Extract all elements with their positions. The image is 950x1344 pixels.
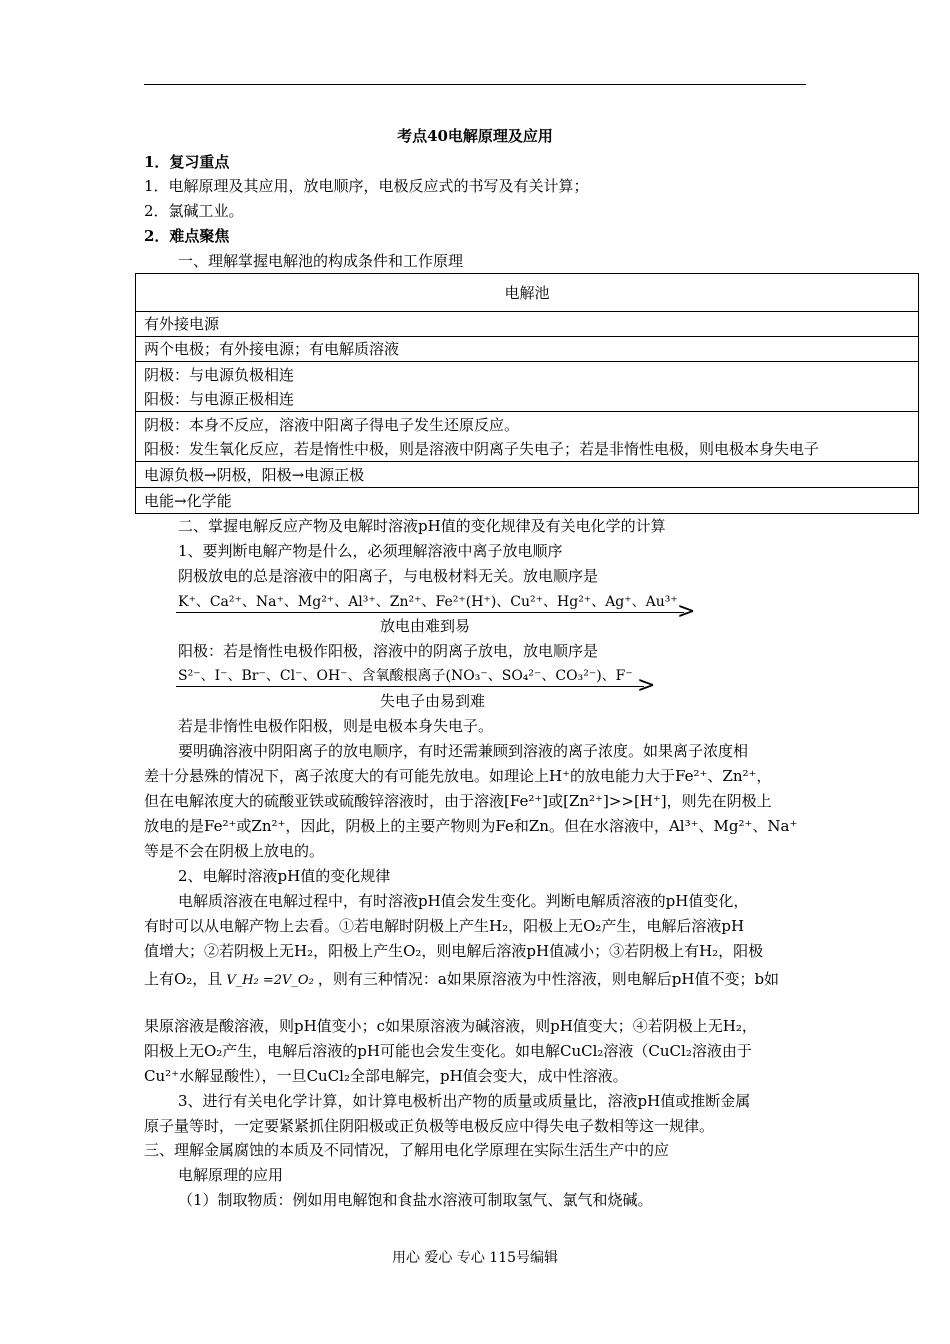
electrolysis-table bbox=[135, 273, 919, 514]
table-row: 电源负极→阴极，阳极→电源正极 bbox=[136, 462, 919, 488]
paragraph: 有时可以从电解产物上去看。①若电解时阴极上产生H₂，阳极上无O₂产生，电解后溶液pH bbox=[144, 917, 745, 935]
volume-formula: V_H₂ =2V_O₂ bbox=[226, 973, 314, 988]
table-row: 电能→化学能 bbox=[136, 488, 919, 514]
header-rule bbox=[144, 84, 806, 85]
table-row: 有外接电源 bbox=[136, 312, 919, 337]
paragraph: 要明确溶液中阴阳离子的放电顺序，有时还需兼顾到溶液的离子浓度。如果离子浓度相 bbox=[178, 742, 749, 760]
table-row: 两个电极；有外接电源；有电解质溶液 bbox=[136, 337, 919, 362]
page-title: 考点40电解原理及应用 bbox=[397, 127, 553, 145]
paragraph: 放电的是Fe²⁺或Zn²⁺，因此，阴极上的主要产物则为Fe和Zn。但在水溶液中，Al³⁺、Mg²⁺、Na⁺ bbox=[144, 817, 798, 835]
table-header: 电解池 bbox=[136, 274, 919, 312]
paragraph: 果原溶液是酸溶液，则pH值变小；c如果原溶液为碱溶液，则pH值变大；④若阴极上无H₂， bbox=[144, 1017, 757, 1035]
table-line: 阴极：本身不反应，溶液中阳离子得电子发生还原反应。 bbox=[144, 415, 520, 434]
anion-order: S²⁻、I⁻、Br⁻、Cl⁻、OH⁻、含氧酸根离子(NO₃⁻、SO₄²⁻、CO₃²⁻)、F⁻ bbox=[178, 668, 633, 684]
paragraph: 等是不会在阴极上放电的。 bbox=[144, 842, 325, 860]
paragraph: Cu²⁺水解显酸性），一旦CuCl₂全部电解完，pH值会变大，成中性溶液。 bbox=[144, 1067, 628, 1085]
section-heading-difficulty: 2．难点聚焦 bbox=[144, 227, 230, 245]
table-line: 阴极：与电源负极相连 bbox=[144, 365, 295, 384]
paragraph: 若是非惰性电极作阳极，则是电极本身失电子。 bbox=[178, 717, 494, 735]
page-footer: 用心 爱心 专心 115号编辑 bbox=[391, 1250, 559, 1266]
arrow-right-icon: > bbox=[637, 673, 656, 698]
table-row bbox=[136, 412, 919, 462]
paragraph: 值增大；②若阴极上无H₂，阳极上产生O₂，则电解后溶液pH值减小；③若阴极上有H₂，阳极 bbox=[144, 942, 764, 960]
paragraph-part: ，则有三种情况：a如果原溶液为中性溶液，则电解后pH值不变；b如 bbox=[317, 970, 780, 988]
subheading-2: 二、掌握电解反应产物及电解时溶液pH值的变化规律及有关电化学的计算 bbox=[178, 517, 666, 535]
table-line: 阳极：发生氧化反应，若是惰性中极，则是溶液中阴离子失电子；若是非惰性电极，则电极本身失电子 bbox=[144, 439, 820, 458]
paragraph: 但在电解浓度大的硫酸亚铁或硫酸锌溶液时，由于溶液[Fe²⁺]或[Zn²⁺]>>[H⁺]，则先在阴极上 bbox=[144, 792, 772, 810]
subheading-3-cont: 电解原理的应用 bbox=[178, 1166, 284, 1184]
cation-order-label: 放电由难到易 bbox=[380, 617, 471, 635]
table-line: 阳极：与电源正极相连 bbox=[144, 389, 295, 408]
anion-order-label: 失电子由易到难 bbox=[380, 692, 486, 710]
paragraph: 阳极上无O₂产生，电解后溶液的pH可能也会发生变化。如电解CuCl₂溶液（CuCl₂溶液由于 bbox=[144, 1042, 752, 1060]
arrow-right-icon: > bbox=[677, 599, 696, 624]
review-item-2: 2．氯碱工业。 bbox=[144, 202, 244, 220]
paragraph: 电解质溶液在电解过程中，有时溶液pH值会发生变化。判断电解质溶液的pH值变化， bbox=[178, 892, 749, 910]
paragraph: 差十分悬殊的情况下，离子浓度大的有可能先放电。如理论上H⁺的放电能力大于Fe²⁺、Zn²⁺， bbox=[144, 767, 772, 785]
subheading-3: 三、理解金属腐蚀的本质及不同情况，了解用电化学原理在实际生活生产中的应 bbox=[144, 1141, 670, 1159]
paragraph: 阴极放电的总是溶液中的阳离子，与电极材料无关。放电顺序是 bbox=[178, 567, 599, 585]
table-row bbox=[136, 362, 919, 412]
paragraph bbox=[144, 967, 779, 993]
paragraph: 2、电解时溶液pH值的变化规律 bbox=[178, 867, 391, 885]
anion-arrow-line bbox=[176, 686, 644, 687]
cation-arrow-line bbox=[176, 612, 684, 613]
cation-order: K⁺、Ca²⁺、Na⁺、Mg²⁺、Al³⁺、Zn²⁺、Fe²⁺(H⁺)、Cu²⁺、Hg²⁺、Ag⁺、Au³⁺ bbox=[178, 594, 678, 610]
subheading-1: 一、理解掌握电解池的构成条件和工作原理 bbox=[178, 252, 464, 270]
section-heading-review: 1．复习重点 bbox=[144, 153, 230, 171]
paragraph: 1、要判断电解产物是什么，必须理解溶液中离子放电顺序 bbox=[178, 542, 563, 560]
review-item-1: 1．电解原理及其应用，放电顺序，电极反应式的书写及有关计算； bbox=[144, 177, 589, 195]
paragraph: 阳极：若是惰性电极作阳极，溶液中的阴离子放电，放电顺序是 bbox=[178, 642, 599, 660]
paragraph: （1）制取物质：例如用电解饱和食盐水溶液可制取氢气、氯气和烧碱。 bbox=[178, 1191, 653, 1209]
paragraph-part: 上有O₂，且 bbox=[144, 970, 223, 988]
paragraph: 3、进行有关电化学计算，如计算电极析出产物的质量或质量比，溶液pH值或推断金属 bbox=[178, 1092, 751, 1110]
paragraph: 原子量等时，一定要紧紧抓住阴阳极或正负极等电极反应中得失电子数相等这一规律。 bbox=[144, 1117, 715, 1135]
